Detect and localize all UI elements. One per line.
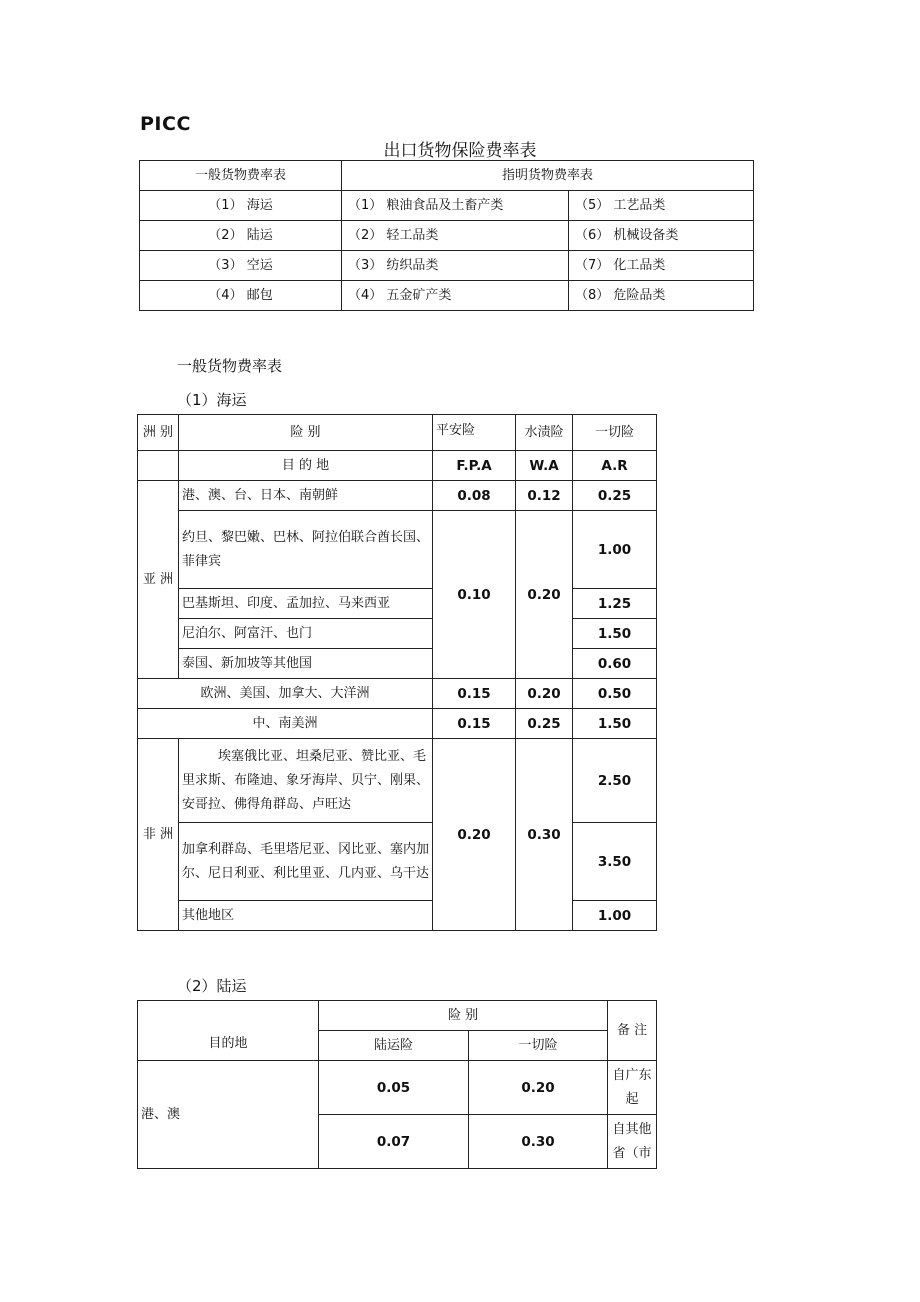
- wa-rate: 0.25: [516, 709, 573, 739]
- header-ar-code: A.R: [573, 451, 657, 481]
- header-destination: 目的地: [138, 1001, 319, 1061]
- header-fpa-code: F.P.A: [433, 451, 516, 481]
- header-continent: 洲 别: [138, 415, 179, 451]
- index-cell: （3） 纺织品类: [342, 251, 569, 281]
- ar-rate: 3.50: [573, 823, 657, 901]
- ar-rate: 1.00: [573, 511, 657, 589]
- wa-rate: 0.12: [516, 481, 573, 511]
- index-header-general: 一般货物费率表: [140, 161, 342, 191]
- destination-cell: 港、澳、台、日本、南朝鲜: [179, 481, 433, 511]
- empty-cell: [138, 451, 179, 481]
- sea-rate-table: [137, 414, 657, 931]
- all-rate: 0.30: [469, 1115, 608, 1169]
- land-rate: 0.05: [319, 1061, 469, 1115]
- header-ar: 一切险: [573, 415, 657, 451]
- brand-logo-text: PICC: [140, 113, 191, 135]
- wa-rate-group: 0.20: [516, 511, 573, 679]
- destination-cell: 尼泊尔、阿富汗、也门: [179, 619, 433, 649]
- fpa-rate-group: 0.10: [433, 511, 516, 679]
- fpa-rate-group: 0.20: [433, 739, 516, 931]
- ar-rate: 0.25: [573, 481, 657, 511]
- index-cell: （4） 五金矿产类: [342, 281, 569, 311]
- destination-cell: 欧洲、美国、加拿大、大洋洲: [138, 679, 433, 709]
- ar-rate: 0.50: [573, 679, 657, 709]
- header-risk: 险 别: [319, 1001, 608, 1031]
- index-cell: （4） 邮包: [140, 281, 342, 311]
- index-cell: （2） 轻工品类: [342, 221, 569, 251]
- ar-rate: 1.25: [573, 589, 657, 619]
- header-land-risk: 陆运险: [319, 1031, 469, 1061]
- fpa-rate: 0.15: [433, 679, 516, 709]
- ar-rate: 1.00: [573, 901, 657, 931]
- ar-rate: 2.50: [573, 739, 657, 823]
- header-fpa: 平安险: [433, 415, 516, 451]
- land-rate-table: [137, 1000, 657, 1169]
- index-cell: （1） 海运: [140, 191, 342, 221]
- land-rate: 0.07: [319, 1115, 469, 1169]
- sea-title: （1）海运: [177, 391, 247, 409]
- continent-asia: 亚 洲: [138, 481, 179, 679]
- fpa-rate: 0.15: [433, 709, 516, 739]
- destination-cell: 巴基斯坦、印度、孟加拉、马来西亚: [179, 589, 433, 619]
- index-table: [139, 160, 754, 311]
- index-cell: （7） 化工品类: [569, 251, 754, 281]
- destination-cell: 中、南美洲: [138, 709, 433, 739]
- index-header-specified: 指明货物费率表: [342, 161, 754, 191]
- header-wa: 水渍险: [516, 415, 573, 451]
- header-destination: 目 的 地: [179, 451, 433, 481]
- header-all-risk: 一切险: [469, 1031, 608, 1061]
- index-cell: （3） 空运: [140, 251, 342, 281]
- wa-rate: 0.20: [516, 679, 573, 709]
- destination-cell: 其他地区: [179, 901, 433, 931]
- wa-rate-group: 0.30: [516, 739, 573, 931]
- destination-cell: 埃塞俄比亚、坦桑尼亚、赞比亚、毛里求斯、布隆迪、象牙海岸、贝宁、刚果、安哥拉、佛得角群岛、卢旺达: [179, 739, 433, 823]
- note-cell: 自其他省（市: [608, 1115, 657, 1169]
- index-cell: （6） 机械设备类: [569, 221, 754, 251]
- index-cell: （1） 粮油食品及土畜产类: [342, 191, 569, 221]
- ar-rate: 1.50: [573, 619, 657, 649]
- index-cell: （5） 工艺品类: [569, 191, 754, 221]
- destination-cell: 泰国、新加坡等其他国: [179, 649, 433, 679]
- index-cell: （2） 陆运: [140, 221, 342, 251]
- ar-rate: 0.60: [573, 649, 657, 679]
- destination-cell: 加拿利群岛、毛里塔尼亚、冈比亚、塞内加尔、尼日利亚、利比里亚、几内亚、乌干达: [179, 823, 433, 901]
- land-title: （2）陆运: [177, 977, 247, 995]
- note-cell: 自广东起: [608, 1061, 657, 1115]
- destination-cell: 约旦、黎巴嫩、巴林、阿拉伯联合酋长国、菲律宾: [179, 511, 433, 589]
- ar-rate: 1.50: [573, 709, 657, 739]
- page-title: 出口货物保险费率表: [383, 141, 537, 161]
- all-rate: 0.20: [469, 1061, 608, 1115]
- section-title: 一般货物费率表: [177, 357, 283, 375]
- header-risk: 险 别: [179, 415, 433, 451]
- fpa-rate: 0.08: [433, 481, 516, 511]
- index-cell: （8） 危险品类: [569, 281, 754, 311]
- header-note: 备 注: [608, 1001, 657, 1061]
- header-wa-code: W.A: [516, 451, 573, 481]
- continent-africa: 非 洲: [138, 739, 179, 931]
- destination-cell: 港、澳: [138, 1061, 319, 1169]
